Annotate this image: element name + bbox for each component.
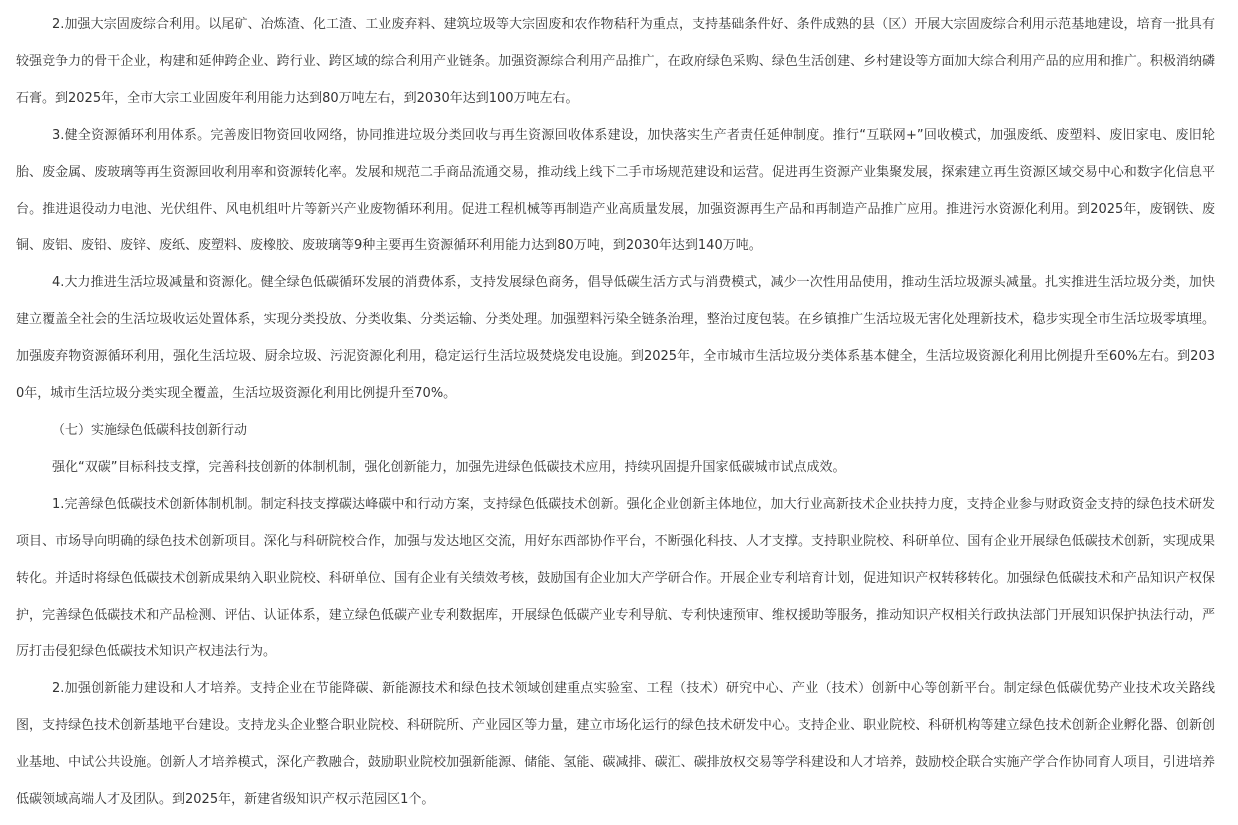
paragraph-section-intro: 强化“双碳”目标科技支撑，完善科技创新的体制机制，强化创新能力，加强先进绿色低碳技术应用，持续巩固提升国家低碳城市试点成效。: [52, 459, 846, 475]
paragraph-solid-waste-utilization: 2.加强大宗固废综合利用。以尾矿、冶炼渣、化工渣、工业废弃料、建筑垃圾等大宗固废和农作物秸秆为重点，支持基础条件好、条件成熟的县（区）开展大宗固废综合利用示范基地建设，培育一批具有较强竞争力的骨干企业，构建和延伸跨企业、跨行业、跨区域的综合利用产业链条。加强资源综合利用产品推广，在政府绿色采购、绿色生活创建、乡村建设等方面加大综合利用产品的应用和推广。积极消纳磷石膏。到2025年，全市大宗工业固废年利用能力达到80万吨左右，到2030年达到100万吨左右。: [16, 17, 1215, 106]
paragraph-household-waste-reduction: 4.大力推进生活垃圾减量和资源化。健全绿色低碳循环发展的消费体系，支持发展绿色商务，倡导低碳生活方式与消费模式，减少一次性用品使用，推动生活垃圾源头减量。扎实推进生活垃圾分类，加快建立覆盖全社会的生活垃圾收运处置体系，实现分类投放、分类收集、分类运输、分类处理。加强塑料污染全链条治理，整治过度包装。在乡镇推广生活垃圾无害化处理新技术，稳步实现全市生活垃圾零填埋。加强废弃物资源循环利用，强化生活垃圾、厨余垃圾、污泥资源化利用，稳定运行生活垃圾焚烧发电设施。到2025年，全市城市生活垃圾分类体系基本健全，生活垃圾资源化利用比例提升至60%左右。到2030年，城市生活垃圾分类实现全覆盖，生活垃圾资源化利用比例提升至70%。: [16, 275, 1215, 402]
paragraph-innovation-mechanism: 1.完善绿色低碳技术创新体制机制。制定科技支撑碳达峰碳中和行动方案，支持绿色低碳技术创新。强化企业创新主体地位，加大行业高新技术企业扶持力度，支持企业参与财政资金支持的绿色技术研发项目、市场导向明确的绿色技术创新项目。深化与科研院校合作，加强与发达地区交流，用好东西部协作平台，不断强化科技、人才支撑。支持职业院校、科研单位、国有企业开展绿色低碳技术创新，实现成果转化。并适时将绿色低碳技术创新成果纳入职业院校、科研单位、国有企业有关绩效考核，鼓励国有企业加大产学研合作。开展企业专利培育计划，促进知识产权转移转化。加强绿色低碳技术和产品知识产权保护，完善绿色低碳技术和产品检测、评估、认证体系，建立绿色低碳产业专利数据库，开展绿色低碳产业专利导航、专利快速预审、维权援助等服务，推动知识产权相关行政执法部门开展知识保护执法行动，严厉打击侵犯绿色低碳技术知识产权违法行为。: [16, 496, 1215, 660]
section-heading-green-tech-innovation: （七）实施绿色低碳科技创新行动: [52, 422, 248, 438]
paragraph-capacity-and-talent: 2.加强创新能力建设和人才培养。支持企业在节能降碳、新能源技术和绿色技术领域创建重点实验室、工程（技术）研究中心、产业（技术）创新中心等创新平台。制定绿色低碳优势产业技术攻关路线图，支持绿色技术创新基地平台建设。支持龙头企业整合职业院校、科研院所、产业园区等力量，建立市场化运行的绿色技术研发中心。支持企业、职业院校、科研机构等建立绿色技术创新企业孵化器、创新创业基地、中试公共设施。创新人才培养模式，深化产教融合，鼓励职业院校加强新能源、储能、氢能、碳减排、碳汇、碳排放权交易等学科建设和人才培养，鼓励校企联合实施产学合作协同育人项目，引进培养低碳领域高端人才及团队。到2025年，新建省级知识产权示范园区1个。: [16, 681, 1215, 808]
paragraph-resource-recycling-system: 3.健全资源循环利用体系。完善废旧物资回收网络，协同推进垃圾分类回收与再生资源回收体系建设，加快落实生产者责任延伸制度。推行“互联网+”回收模式，加强废纸、废塑料、废旧家电、废旧轮胎、废金属、废玻璃等再生资源回收利用率和资源转化率。发展和规范二手商品流通交易，推动线上线下二手市场规范建设和运营。促进再生资源产业集聚发展，探索建立再生资源区域交易中心和数字化信息平台。推进退役动力电池、光伏组件、风电机组叶片等新兴产业废物循环利用。促进工程机械等再制造产业高质量发展，加强资源再生产品和再制造产品推广应用。推进污水资源化利用。到2025年，废钢铁、废铜、废铝、废铅、废锌、废纸、废塑料、废橡胶、废玻璃等9种主要再生资源循环利用能力达到80万吨，到2030年达到140万吨。: [16, 127, 1215, 254]
